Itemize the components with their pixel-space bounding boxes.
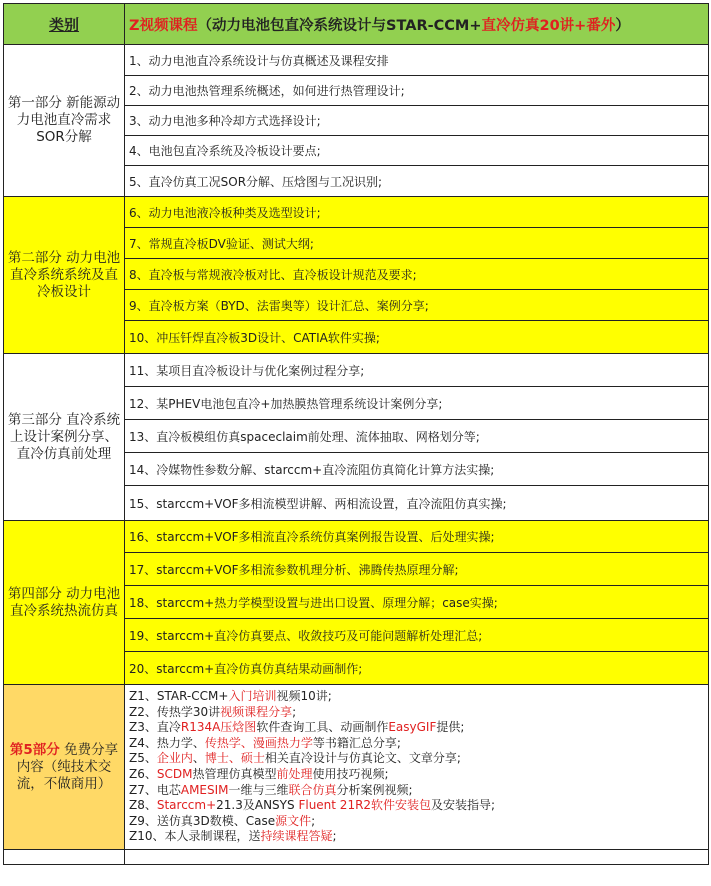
course-title xyxy=(125,4,709,45)
category-header: 类别 xyxy=(4,4,125,45)
lesson-item: 17、starccm+VOF多相流参数机理分析、沸腾传热原理分解; xyxy=(125,553,709,586)
lesson-item: 20、starccm+直冷仿真仿真结果动画制作; xyxy=(125,652,709,685)
lesson-item: 3、动力电池多种冷却方式选择设计; xyxy=(125,106,709,136)
free-item-text: 使用技巧视频; xyxy=(312,767,389,781)
title-suffix: ） xyxy=(615,17,630,34)
free-item-text: 一维与三维 xyxy=(228,782,289,797)
free-item-highlight: EasyGIF xyxy=(388,720,437,735)
free-item xyxy=(129,829,708,845)
free-item xyxy=(129,783,708,799)
lesson-item: 1、动力电池直冷系统设计与仿真概述及课程安排 xyxy=(125,45,709,76)
lesson-row xyxy=(4,45,709,76)
course-table xyxy=(3,3,709,865)
lesson-item: 4、电池包直冷系统及冷板设计要点; xyxy=(125,136,709,166)
lesson-item: 19、starccm+直冷仿真要点、收敛技巧及可能问题解析处理汇总; xyxy=(125,619,709,652)
free-item-text: ; xyxy=(332,829,337,844)
free-item-highlight: 传热学、漫画热力学 xyxy=(204,735,313,750)
free-item-highlight: Starccm+ xyxy=(156,798,217,813)
title-prefix: Z视频课程 xyxy=(129,17,198,34)
free-section-category xyxy=(4,685,125,850)
free-item-text: 提供; xyxy=(436,720,465,735)
lesson-item: 8、直冷板与常规液冷板对比、直冷板设计规范及要求; xyxy=(125,259,709,290)
free-item-text: Z6、 xyxy=(129,767,157,781)
free-item-text: ; xyxy=(311,813,316,828)
free-item-text: 21.3及ANSYS xyxy=(216,798,299,813)
free-items-list xyxy=(125,685,709,850)
section-category: 第一部分 新能源动力电池直冷需求SOR分解 xyxy=(4,45,125,197)
lesson-row xyxy=(4,354,709,387)
free-item-text: 热管理仿真模型 xyxy=(192,767,277,781)
lesson-item: 9、直冷板方案（BYD、法雷奥等）设计汇总、案例分享; xyxy=(125,290,709,321)
lesson-item: 18、starccm+热力学模型设置与进出口设置、原理分解；case实操; xyxy=(125,586,709,619)
free-item-highlight: 前处理 xyxy=(276,767,313,781)
free-item-text: 、 xyxy=(192,751,205,766)
free-item-highlight: 博士、硕士 xyxy=(204,751,265,766)
lesson-item: 11、某项目直冷板设计与优化案例过程分享; xyxy=(125,354,709,387)
free-item-text: Z10、本人录制课程，送 xyxy=(129,829,261,844)
free-item-highlight: 企业内 xyxy=(156,751,193,766)
section-category: 第三部分 直冷系统上设计案例分享、直冷仿真前处理 xyxy=(4,354,125,521)
free-item-text: Z4、热力学、 xyxy=(129,735,205,750)
free-item xyxy=(129,798,708,814)
free-item-text: 等书籍汇总分享; xyxy=(312,735,401,750)
free-item-highlight: 入门培训 xyxy=(228,689,277,704)
free-item xyxy=(129,705,708,721)
section-category: 第四部分 动力电池直冷系统热流仿真 xyxy=(4,521,125,685)
free-item-highlight: 视频课程分享 xyxy=(220,704,293,719)
lesson-item: 13、直冷板模组仿真spaceclaim前处理、流体抽取、网格划分等; xyxy=(125,420,709,453)
free-item-text: Z8、 xyxy=(129,798,157,813)
free-item-highlight: AMESIM xyxy=(180,782,229,797)
lesson-item: 5、直冷仿真工况SOR分解、压焓图与工况识别; xyxy=(125,166,709,197)
free-item-text: ; xyxy=(292,704,297,719)
title-highlight: 直冷仿真20讲+番外 xyxy=(481,17,616,34)
free-item-highlight: Fluent 21R2软件安装包 xyxy=(298,798,432,813)
free-item-text: Z1、STAR-CCM+ xyxy=(129,689,229,704)
free-item-text: 相关直冷设计与仿真论文、文章分享; xyxy=(264,751,461,766)
blank-row xyxy=(4,850,709,865)
free-item-highlight: 持续课程答疑 xyxy=(260,829,333,844)
free-item xyxy=(129,736,708,752)
free-item xyxy=(129,767,708,783)
free-item-highlight: SCDM xyxy=(156,767,193,781)
free-item-text: Z3、直冷 xyxy=(129,720,181,735)
lesson-item: 6、动力电池液冷板种类及选型设计; xyxy=(125,197,709,228)
lesson-item: 16、starccm+VOF多相流直冷系统仿真案例报告设置、后处理实操; xyxy=(125,521,709,553)
free-category-lead: 第5部分 xyxy=(9,741,60,758)
free-item xyxy=(129,751,708,767)
free-item-highlight: 源文件 xyxy=(275,813,312,828)
lesson-item: 14、冷媒物性参数分解、starccm+直冷流阻仿真简化计算方法实操; xyxy=(125,453,709,486)
free-item-text: 软件查询工具、动画制作 xyxy=(256,720,389,735)
free-item-text: Z5、 xyxy=(129,751,157,766)
free-item-text: Z2、传热学30讲 xyxy=(129,704,221,719)
free-item-highlight: 联合仿真 xyxy=(288,782,337,797)
free-category-rest: 免费分享内容（纯技术交流，不做商用） xyxy=(16,741,119,792)
free-section-row xyxy=(4,685,709,850)
lesson-item: 12、某PHEV电池包直冷+加热膜热管理系统设计案例分享; xyxy=(125,387,709,420)
free-item xyxy=(129,689,708,705)
lesson-row xyxy=(4,521,709,553)
free-item-highlight: R134A压焓图 xyxy=(180,720,257,735)
section-category: 第二部分 动力电池直冷系统系统及直冷板设计 xyxy=(4,197,125,354)
title-middle: （动力电池包直冷系统设计与STAR-CCM+ xyxy=(197,17,482,34)
free-item-text: Z7、电芯 xyxy=(129,782,181,797)
lesson-item: 2、动力电池热管理系统概述，如何进行热管理设计; xyxy=(125,76,709,106)
free-item-text: 分析案例视频; xyxy=(336,782,413,797)
header-row xyxy=(4,4,709,45)
lesson-item: 7、常规直冷板DV验证、测试大纲; xyxy=(125,228,709,259)
blank-cell xyxy=(4,850,125,865)
lesson-item: 10、冲压钎焊直冷板3D设计、CATIA软件实操; xyxy=(125,321,709,354)
lesson-item: 15、starccm+VOF多相流模型讲解、两相流设置，直冷流阻仿真实操; xyxy=(125,486,709,521)
free-item xyxy=(129,720,708,736)
lesson-row xyxy=(4,197,709,228)
blank-cell xyxy=(125,850,709,865)
free-item-text: Z9、送仿真3D数模、Case xyxy=(129,813,276,828)
free-item-text: 及安装指导; xyxy=(431,798,496,813)
free-item-text: 视频10讲; xyxy=(276,689,332,704)
free-item xyxy=(129,814,708,830)
